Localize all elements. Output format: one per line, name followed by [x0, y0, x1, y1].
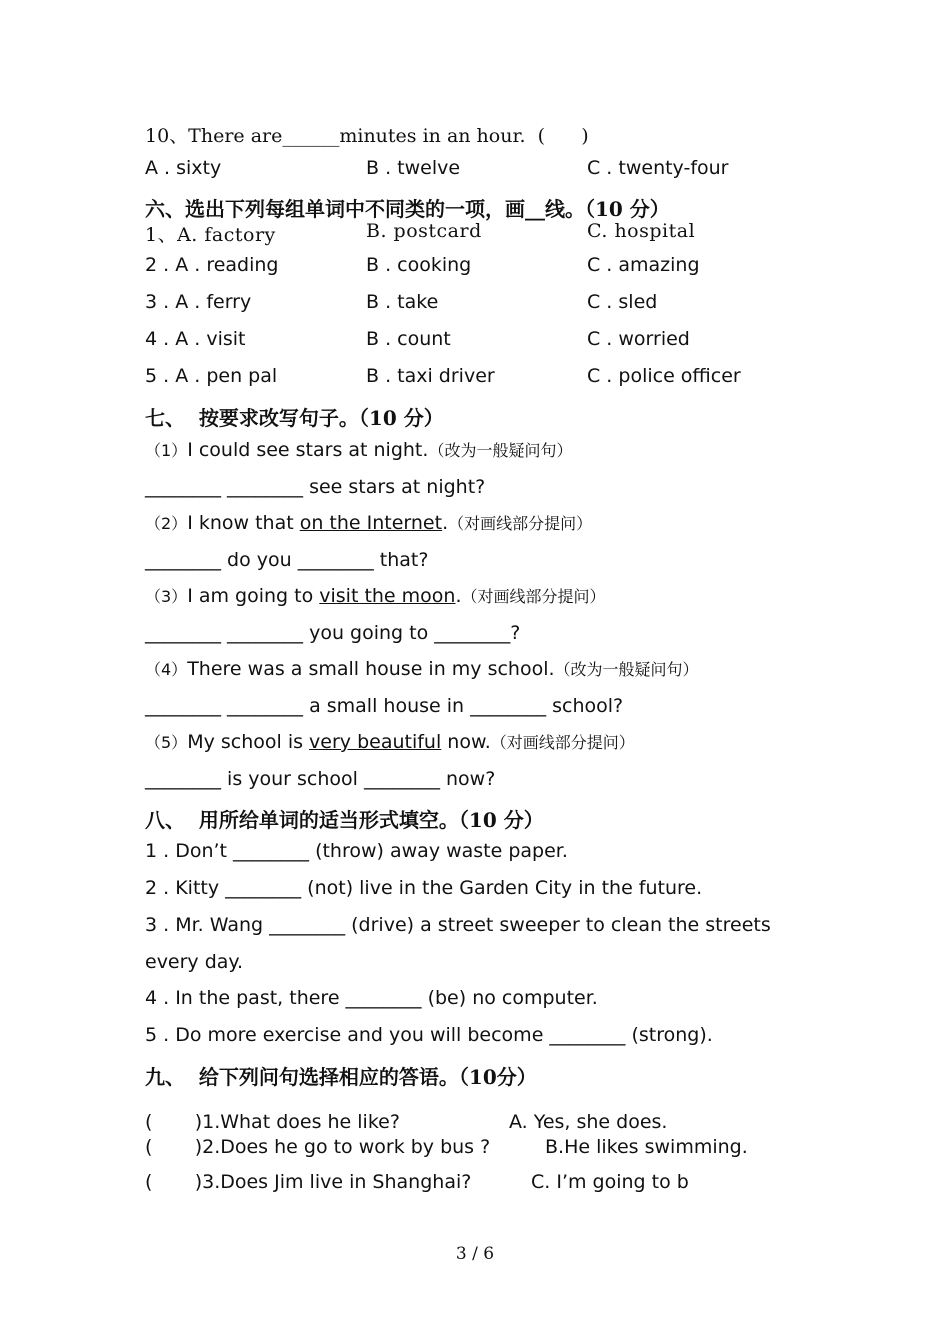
sec7-item-2-post: .	[442, 512, 449, 534]
sec9-answer-c: C. I’m going to b	[531, 1171, 689, 1193]
sec7-item-4	[145, 657, 699, 680]
sec8-line-3-cont: every day.	[145, 951, 243, 973]
sec8-line-5: 5 . Do more exercise and you will become ________ (strong).	[145, 1024, 713, 1046]
section-9-title: 九、 给下列问句选择相应的答语。（10分）	[145, 1065, 537, 1089]
sec7-item-3-pre: I am going to	[187, 585, 320, 607]
sec7-item-5-num: （5）	[145, 733, 188, 752]
q10-option-a: A . sixty	[145, 157, 222, 179]
sec7-item-5-note: （对画线部分提问）	[490, 733, 635, 752]
sec6-row3-a: 3 . A . ferry	[145, 291, 252, 313]
q10-option-b: B . twelve	[366, 157, 461, 179]
sec7-item-3-post: .	[455, 585, 462, 607]
sec6-row5-a: 5 . A . pen pal	[145, 365, 278, 387]
sec9-answer-b: B.He likes swimming.	[545, 1136, 748, 1158]
sec9-answer-a: A. Yes, she does.	[509, 1111, 668, 1133]
sec8-line-4: 4 . In the past, there ________ (be) no computer.	[145, 987, 598, 1009]
sec7-item-3	[145, 584, 606, 607]
section-7-title: 七、 按要求改写句子。（10 分）	[145, 406, 444, 430]
section-6-title: 六、选出下列每组单词中不同类的一项，画__线。（10 分）	[145, 197, 670, 221]
sec7-item-1-sentence: I could see stars at night.	[187, 439, 429, 461]
page-number: 3 / 6	[455, 1244, 495, 1264]
q10-stem-text: 10、There are______minutes in an hour.	[145, 125, 526, 147]
sec7-item-3-num: （3）	[145, 587, 188, 606]
sec7-item-5-pre: My school is	[187, 731, 310, 753]
sec6-row1-b: B. postcard	[366, 220, 482, 242]
q10-option-c: C . twenty-four	[587, 157, 729, 179]
sec8-line-2: 2 . Kitty ________ (not) live in the Garden City in the future.	[145, 877, 703, 899]
sec7-item-2-answer: ________ do you ________ that?	[145, 549, 429, 571]
sec9-question-1: ( )1.What does he like?	[145, 1111, 400, 1133]
sec7-item-4-sentence: There was a small house in my school.	[187, 658, 555, 680]
sec7-item-3-note: （对画线部分提问）	[461, 587, 606, 606]
sec8-line-3: 3 . Mr. Wang ________ (drive) a street sweeper to clean the streets	[145, 914, 771, 936]
sec6-row4-c: C . worried	[587, 328, 690, 350]
section-8-title: 八、 用所给单词的适当形式填空。（10 分）	[145, 808, 544, 832]
sec9-question-2: ( )2.Does he go to work by bus ?	[145, 1136, 491, 1158]
sec7-item-1-answer: ________ ________ see stars at night?	[145, 476, 486, 498]
sec6-row4-a: 4 . A . visit	[145, 328, 246, 350]
sec7-item-2-underlined: on the Internet	[299, 512, 443, 534]
sec6-row1-c: C. hospital	[587, 220, 696, 242]
sec7-item-4-answer: ________ ________ a small house in ________ school?	[145, 695, 624, 717]
sec6-row3-c: C . sled	[587, 291, 658, 313]
sec6-row2-a: 2 . A . reading	[145, 254, 279, 276]
sec8-line-1: 1 . Don’t ________ (throw) away waste paper.	[145, 840, 568, 862]
sec7-item-1	[145, 438, 572, 461]
sec7-item-4-note: （改为一般疑问句）	[554, 660, 699, 679]
sec6-row5-c: C . police officer	[587, 365, 741, 387]
sec7-item-1-note: （改为一般疑问句）	[428, 441, 573, 460]
sec7-item-2-pre: I know that	[187, 512, 300, 534]
sec9-question-3: ( )3.Does Jim live in Shanghai?	[145, 1171, 472, 1193]
sec6-row2-b: B . cooking	[366, 254, 472, 276]
sec6-row2-c: C . amazing	[587, 254, 700, 276]
sec6-row3-b: B . take	[366, 291, 439, 313]
sec7-item-3-answer: ________ ________ you going to ________?	[145, 622, 521, 644]
sec7-item-2	[145, 511, 592, 534]
sec6-row1-a: 1、A. factory	[145, 224, 276, 246]
sec7-item-5-answer: ________ is your school ________ now?	[145, 768, 496, 790]
sec7-item-4-num: （4）	[145, 660, 188, 679]
sec7-item-5-post: now.	[441, 731, 491, 753]
sec6-row5-b: B . taxi driver	[366, 365, 495, 387]
q10-answer-paren: ( )	[537, 125, 589, 147]
sec7-item-1-num: （1）	[145, 441, 188, 460]
q10-stem	[145, 121, 589, 148]
sec7-item-3-underlined: visit the moon	[319, 585, 456, 607]
sec7-item-5	[145, 730, 635, 753]
sec7-item-5-underlined: very beautiful	[309, 731, 442, 753]
sec7-item-2-num: （2）	[145, 514, 188, 533]
sec6-row4-b: B . count	[366, 328, 451, 350]
sec7-item-2-note: （对画线部分提问）	[448, 514, 593, 533]
